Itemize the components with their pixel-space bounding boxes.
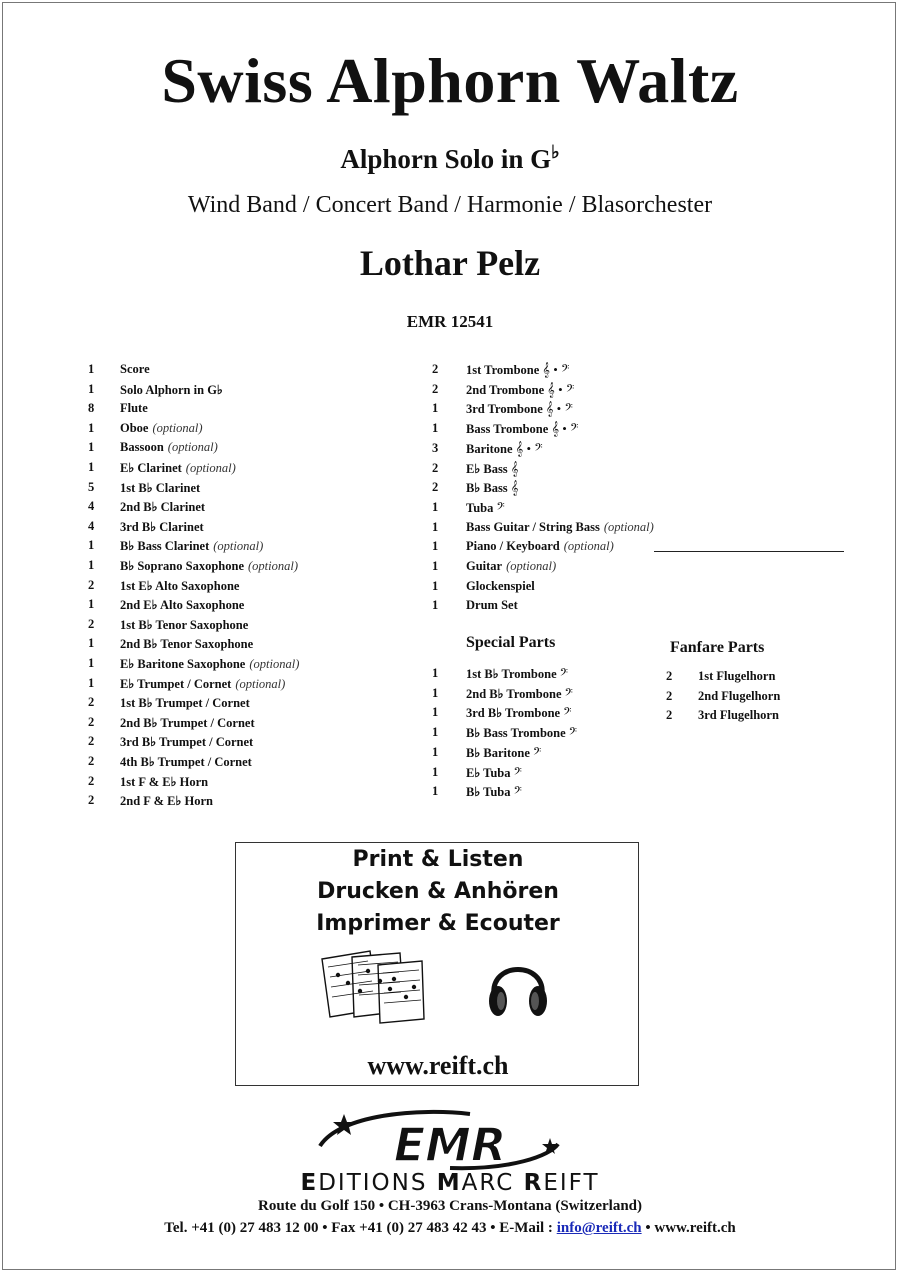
part-quantity: 1: [88, 440, 95, 455]
optional-note: (optional): [152, 420, 203, 435]
part-name-group: [466, 480, 518, 496]
part-quantity: 1: [88, 597, 95, 612]
part-name-group: [120, 578, 239, 594]
part-name: 2nd E♭ Alto Saxophone: [120, 598, 245, 613]
part-quantity: 1: [88, 538, 95, 553]
part-name-group: [120, 558, 298, 574]
clef-icon: 𝄢: [513, 764, 522, 780]
part-quantity: 4: [88, 518, 95, 533]
part-quantity: 1: [432, 559, 439, 573]
part-quantity: 1: [432, 421, 439, 436]
part-name: B♭ Tuba: [466, 785, 511, 800]
part-name-group: [120, 754, 252, 770]
part-name-group: [120, 597, 244, 613]
part-quantity: 1: [432, 499, 439, 514]
part-name-group: [466, 539, 614, 554]
part-name-group: [466, 461, 518, 477]
part-name-group: [120, 793, 213, 809]
part-name: 2nd B♭ Trombone: [466, 686, 562, 701]
part-name: Solo Alphorn in G♭: [120, 382, 223, 397]
special-parts-heading: Special Parts: [466, 634, 556, 651]
part-name-group: [466, 401, 573, 417]
part-name-group: [120, 421, 202, 436]
part-name-group: [466, 598, 518, 613]
part-name: E♭ Tuba: [466, 765, 511, 780]
clef-icon: 𝄢: [496, 499, 505, 515]
part-name: B♭ Bass Clarinet: [120, 539, 210, 554]
fanfare-parts-heading: Fanfare Parts: [670, 639, 765, 656]
part-quantity: 1: [432, 519, 439, 534]
part-quantity: 2: [666, 669, 673, 683]
part-name-group: [466, 500, 505, 516]
part-name-group: [466, 745, 541, 761]
part-name: Tuba: [466, 500, 494, 515]
sheet-music-icon: [318, 947, 428, 1027]
part-quantity: 1: [432, 685, 439, 700]
part-quantity: 2: [432, 460, 439, 475]
part-name-group: [698, 708, 779, 723]
logo-text: EMR: [393, 1118, 507, 1172]
optional-note: (optional): [563, 539, 614, 554]
optional-note: (optional): [213, 539, 264, 554]
part-name: 4th B♭ Trumpet / Cornet: [120, 755, 252, 769]
part-name: B♭ Bass: [466, 481, 508, 496]
part-quantity: 1: [432, 744, 439, 759]
optional-note: (optional): [249, 657, 300, 671]
part-quantity: 1: [88, 558, 95, 572]
clef-icon: 𝄞 • 𝄢: [545, 401, 573, 417]
promo-line-de: Drucken & Anhören: [317, 879, 559, 904]
part-quantity: 1: [432, 725, 439, 740]
part-name: E♭ Baritone Saxophone: [120, 657, 246, 671]
publisher-name: EDITIONS MARC REIFT: [300, 1170, 600, 1196]
part-name-group: [120, 362, 150, 377]
part-name: 2nd B♭ Clarinet: [120, 500, 206, 515]
part-name: Guitar: [466, 559, 503, 573]
part-name: E♭ Bass: [466, 461, 508, 476]
clef-icon: 𝄞 • 𝄢: [542, 362, 570, 377]
part-name: 2nd Trombone: [466, 382, 545, 397]
optional-note: (optional): [235, 676, 286, 691]
part-name-group: [120, 715, 255, 731]
part-name: 2nd F & E♭ Horn: [120, 794, 213, 809]
part-name-group: [120, 401, 148, 416]
promo-line-fr: Imprimer & Ecouter: [316, 911, 560, 936]
email-link[interactable]: info@reift.ch: [556, 1220, 642, 1236]
clef-icon: 𝄢: [568, 725, 578, 741]
part-quantity: 1: [432, 784, 439, 799]
clef-icon: 𝄞 • 𝄢: [551, 421, 579, 437]
part-quantity: 2: [432, 381, 439, 396]
part-quantity: 3: [432, 440, 439, 455]
part-quantity: 2: [666, 708, 673, 722]
part-name-group: [120, 382, 223, 398]
print-listen-box: [235, 842, 639, 1086]
part-name: Glockenspiel: [466, 578, 535, 593]
optional-note: (optional): [167, 440, 218, 455]
subtitle: [0, 142, 900, 175]
part-name: B♭ Soprano Saxophone: [120, 559, 244, 573]
optional-note: (optional): [248, 559, 298, 573]
part-name: 1st F & E♭ Horn: [120, 774, 209, 789]
clef-icon: 𝄞 • 𝄢: [515, 440, 543, 456]
optional-note: (optional): [506, 559, 557, 573]
part-name: Drum Set: [466, 598, 518, 613]
part-name-group: [120, 460, 236, 476]
emr-logo: [300, 1106, 600, 1176]
part-name-group: [466, 705, 571, 721]
composer-name: Lothar Pelz: [359, 243, 541, 283]
part-quantity: 1: [88, 656, 95, 670]
part-name: Oboe: [120, 420, 149, 435]
part-name: 1st E♭ Alto Saxophone: [120, 578, 240, 593]
part-name: Score: [120, 362, 150, 376]
clef-icon: 𝄢: [559, 666, 568, 681]
part-name: 1st B♭ Tenor Saxophone: [120, 617, 249, 632]
part-name: E♭ Trumpet / Cornet: [120, 676, 232, 691]
part-name-group: [120, 480, 200, 496]
part-name-group: [466, 686, 573, 702]
part-name: B♭ Baritone: [466, 745, 530, 760]
part-name-group: [120, 656, 299, 672]
part-name: Flute: [120, 401, 148, 416]
part-quantity: 1: [432, 764, 439, 779]
clef-icon: 𝄢: [532, 744, 542, 760]
part-name: Bass Guitar / String Bass: [466, 519, 600, 534]
part-name: Bass Trombone: [466, 422, 549, 437]
part-name: 1st Flugelhorn: [698, 669, 776, 683]
part-quantity: 1: [88, 362, 95, 376]
part-quantity: 1: [88, 381, 95, 396]
part-name: 3rd B♭ Trumpet / Cornet: [120, 735, 254, 750]
part-name: Piano / Keyboard: [466, 539, 560, 554]
part-quantity: 2: [88, 616, 95, 631]
part-name-group: [466, 362, 569, 378]
optional-note: (optional): [603, 519, 654, 534]
part-name: 2nd B♭ Trumpet / Cornet: [120, 715, 255, 730]
page-title: Swiss Alphorn Waltz: [161, 45, 739, 116]
part-name: 2nd Flugelhorn: [698, 688, 781, 703]
subtitle-text: Alphorn Solo in G: [340, 144, 552, 174]
part-name-group: [120, 519, 204, 535]
part-quantity: 1: [88, 460, 95, 474]
part-name: 3rd B♭ Trombone: [466, 706, 561, 721]
part-name: 2nd B♭ Tenor Saxophone: [120, 637, 254, 652]
part-name-group: [120, 636, 253, 652]
part-name-group: [120, 617, 248, 633]
flat-sign: ♭: [551, 142, 560, 162]
part-quantity: 1: [88, 420, 95, 435]
part-quantity: 2: [88, 793, 95, 808]
clef-icon: 𝄞 • 𝄢: [547, 381, 575, 397]
ensemble-line: Wind Band / Concert Band / Harmonie / Blasorchester: [187, 192, 713, 218]
clef-icon: 𝄢: [513, 784, 522, 800]
part-name: Baritone: [466, 441, 513, 456]
part-quantity: 1: [432, 578, 439, 593]
part-name: 3rd Trombone: [466, 402, 543, 417]
part-quantity: 2: [432, 480, 439, 495]
part-quantity: 2: [432, 362, 439, 376]
promo-line-en: Print & Listen: [352, 847, 524, 872]
clef-icon: 𝄢: [563, 705, 572, 721]
part-quantity: 1: [432, 401, 439, 416]
part-name-group: [466, 725, 577, 741]
part-name-group: [120, 734, 253, 750]
part-quantity: 2: [88, 734, 95, 749]
part-name-group: [120, 499, 205, 515]
part-quantity: 1: [432, 539, 439, 554]
publisher-address: Route du Golf 150 • CH-3963 Crans-Montana (Switzerland): [258, 1198, 642, 1214]
part-quantity: 2: [88, 577, 95, 592]
part-name: 3rd B♭ Clarinet: [120, 519, 204, 534]
clef-icon: 𝄢: [564, 685, 573, 701]
publisher-contact: Tel. +41 (0) 27 483 12 00 • Fax +41 (0) 27 483 42 43 • E-Mail : info@reift.ch • www.reift.ch: [164, 1220, 736, 1236]
part-name: E♭ Clarinet: [120, 461, 182, 475]
part-name-group: [466, 441, 543, 457]
headphones-icon: [486, 947, 550, 1023]
part-name-group: [120, 695, 250, 711]
part-name-group: [466, 421, 578, 437]
part-name-group: [466, 382, 574, 398]
part-quantity: 1: [432, 666, 439, 680]
part-quantity: 5: [88, 479, 95, 494]
part-name-group: [466, 579, 535, 594]
website-link[interactable]: www.reift.ch: [367, 1051, 509, 1080]
blank-line: [654, 551, 844, 552]
part-quantity: 8: [88, 401, 95, 416]
part-quantity: 2: [88, 773, 95, 788]
part-name-group: [120, 676, 285, 692]
part-name-group: [466, 666, 568, 682]
part-name: 1st B♭ Trombone: [466, 667, 557, 681]
part-name-group: [466, 520, 654, 535]
part-name-group: [698, 669, 775, 684]
part-name: Bassoon: [120, 440, 164, 455]
part-name-group: [466, 765, 522, 781]
part-quantity: 2: [666, 688, 673, 703]
part-name-group: [698, 689, 780, 704]
part-name: 1st B♭ Trumpet / Cornet: [120, 696, 250, 711]
part-name: 1st B♭ Clarinet: [120, 480, 201, 495]
part-quantity: 2: [88, 714, 95, 729]
part-quantity: 1: [432, 598, 439, 613]
part-name-group: [120, 440, 218, 455]
part-name: 1st Trombone: [466, 363, 540, 377]
catalog-number: EMR 12541: [406, 312, 494, 331]
optional-note: (optional): [185, 461, 236, 475]
part-quantity: 1: [432, 705, 439, 720]
part-name: B♭ Bass Trombone: [466, 726, 566, 741]
part-quantity: 2: [88, 695, 95, 710]
part-name-group: [466, 559, 556, 574]
part-quantity: 1: [88, 636, 95, 651]
part-quantity: 4: [88, 499, 95, 514]
clef-icon: 𝄞: [510, 460, 519, 476]
part-quantity: 1: [88, 675, 95, 690]
part-name: 3rd Flugelhorn: [698, 708, 779, 722]
clef-icon: 𝄞: [510, 480, 519, 496]
part-name-group: [466, 784, 522, 800]
part-name-group: [120, 538, 263, 554]
part-quantity: 2: [88, 754, 95, 768]
part-name-group: [120, 774, 208, 790]
